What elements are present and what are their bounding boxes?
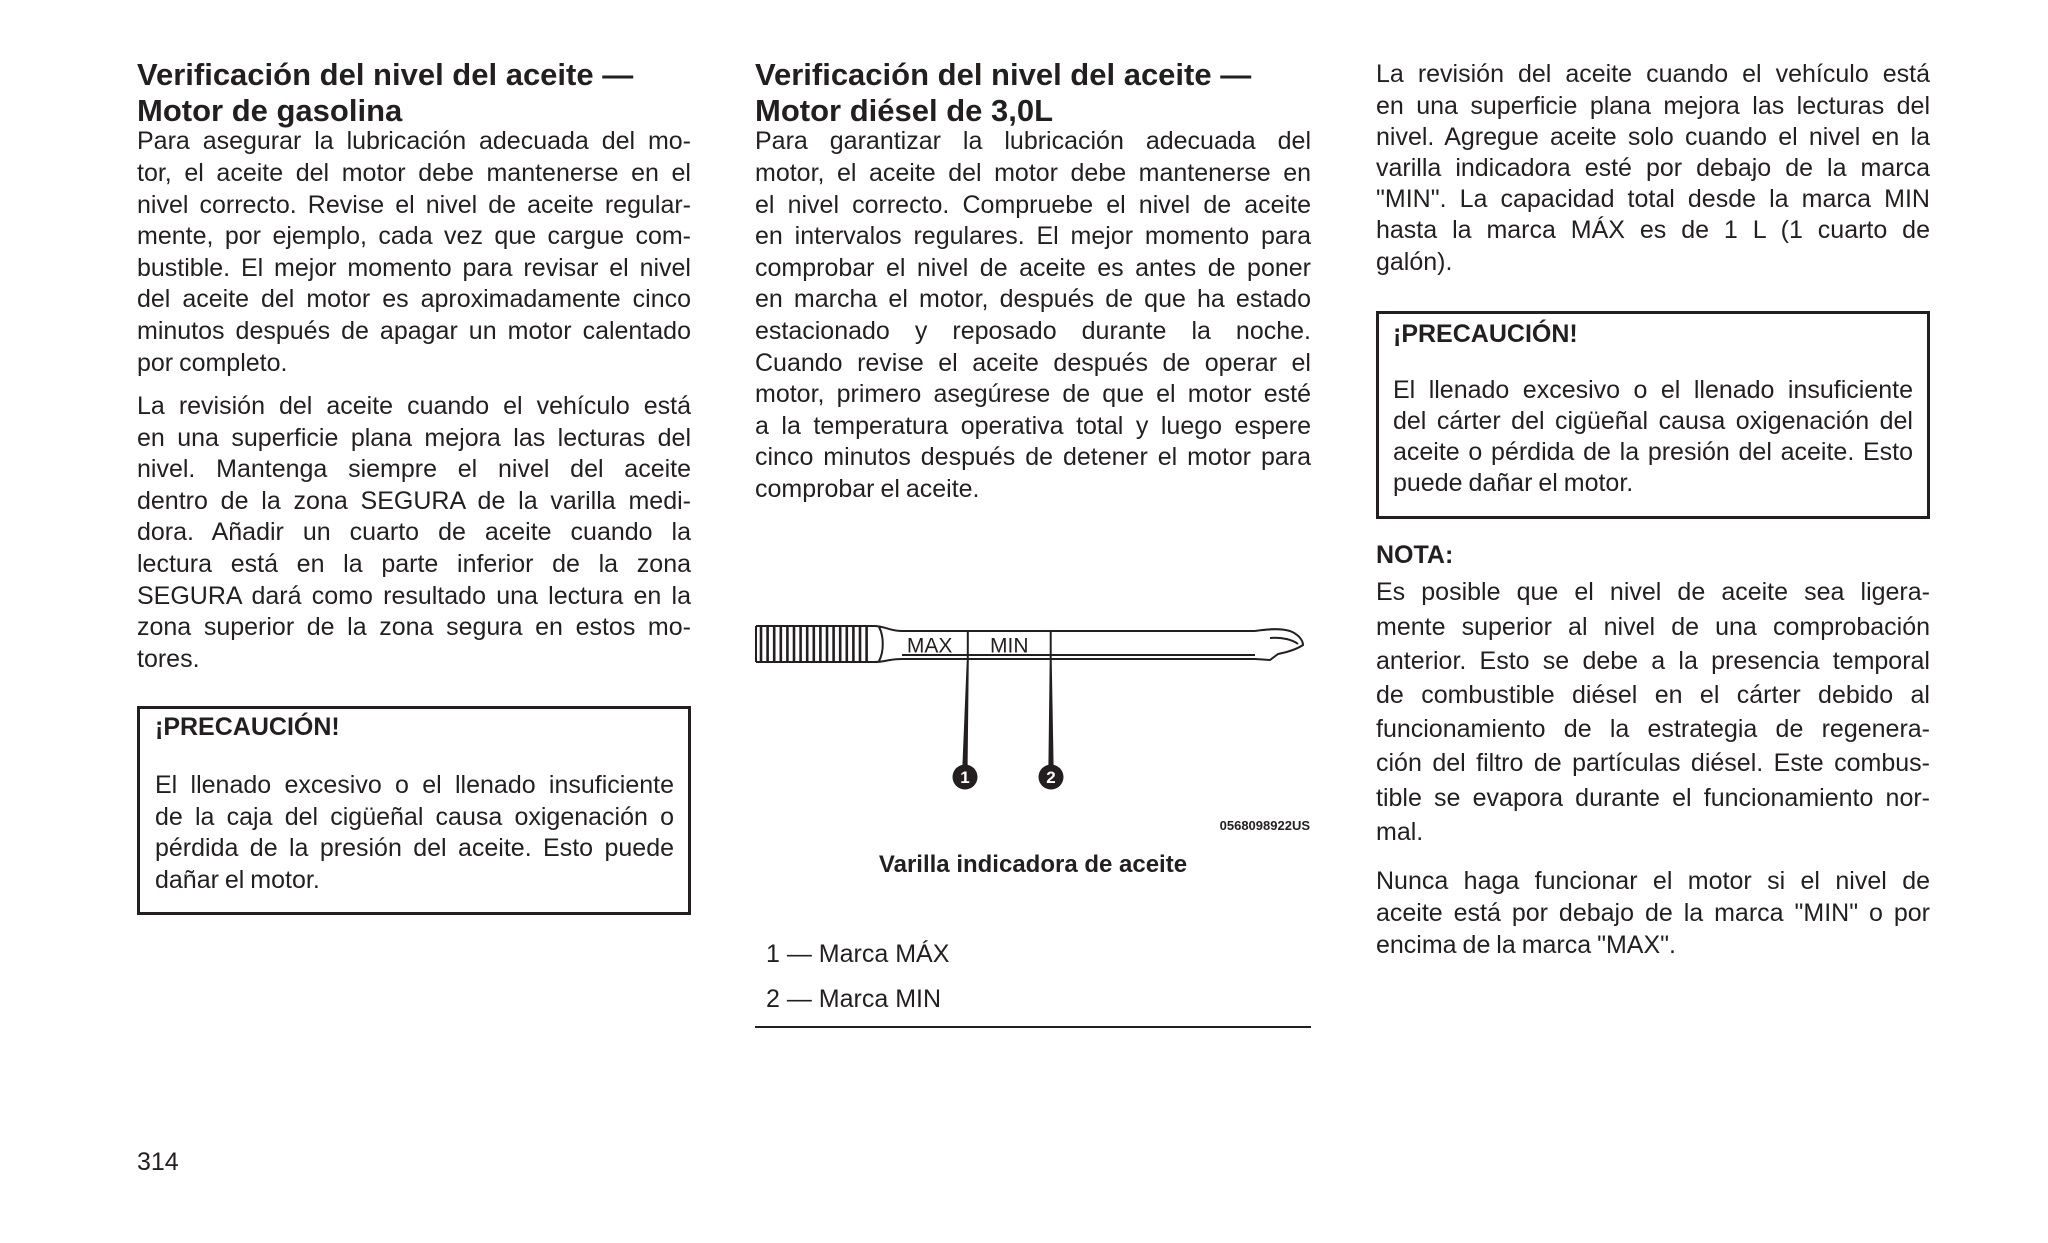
callout-2 xyxy=(1039,659,1064,790)
text-line: tible se evapora durante el funcionamiento nor- xyxy=(1376,783,1930,812)
text-line: "MIN". La capacidad total desde la marca MIN xyxy=(1376,185,1930,214)
text-line: nivel correcto. Revise el nivel de aceite regular- xyxy=(137,190,691,219)
text-line: Es posible que el nivel de aceite sea ligera- xyxy=(1376,578,1930,607)
rod-outline xyxy=(902,631,1255,659)
rod-tip xyxy=(1255,629,1303,660)
heading-line: Motor de gasolina xyxy=(137,92,403,128)
figure-code: 0568098922US xyxy=(1219,818,1310,833)
callout-2-number: 2 xyxy=(1046,768,1056,787)
text-line: SEGURA dará como resultado una lectura en la xyxy=(137,581,691,610)
text-line: pérdida de la presión del aceite. Esto puede xyxy=(155,834,674,863)
text-line: hasta la marca MÁX es de 1 L (1 cuarto de xyxy=(1376,216,1930,245)
text-line: motor, primero asegúrese de que el motor esté xyxy=(755,380,1311,409)
caution-title: ¡PRECAUCIÓN! xyxy=(1393,319,1578,348)
text-line: en una superficie plana mejora las lecturas del xyxy=(1376,91,1930,120)
text-line: zona superior de la zona segura en estos mo- xyxy=(137,613,691,642)
text-line: motor, el aceite del motor debe mantenerse en xyxy=(755,158,1311,187)
text-line: cinco minutos después de detener el motor para xyxy=(755,443,1311,472)
text-line: Cuando revise el aceite después de operar el xyxy=(755,348,1311,377)
caution-box xyxy=(137,706,691,915)
text-line: ción del filtro de partículas diésel. Este combus- xyxy=(1376,749,1930,778)
text-line: aceite o pérdida de la presión del aceite. Esto xyxy=(1393,437,1913,466)
callout-2-leader xyxy=(1048,659,1053,766)
text-line: nivel. Mantenga siempre el nivel del aceite xyxy=(137,455,691,484)
text-line: comprobar el nivel de aceite es antes de poner xyxy=(755,253,1311,282)
text-line: La revisión del aceite cuando el vehículo está xyxy=(137,392,691,421)
heading-line: Verificación del nivel del aceite — xyxy=(755,57,1252,92)
text-line: El llenado excesivo o el llenado insuficiente xyxy=(155,771,674,800)
handle-ferrule xyxy=(874,626,902,662)
section-heading-diesel xyxy=(755,57,1311,128)
text-line: mente superior al nivel de una comprobación xyxy=(1376,612,1930,641)
text-line: funcionamiento de la estrategia de regenera- xyxy=(1376,715,1930,744)
section-heading-gasoline xyxy=(137,57,691,128)
heading-line: Motor diésel de 3,0L xyxy=(755,92,1054,128)
text-line: varilla indicadora esté por debajo de la marca xyxy=(1376,154,1930,182)
text-line: anterior. Esto se debe a la presencia temporal xyxy=(1376,646,1930,675)
text-line: galón). xyxy=(1376,247,1453,276)
text-line: de la caja del cigüeñal causa oxigenación o xyxy=(155,802,674,831)
caution-text xyxy=(1393,375,1913,498)
min-mark-label: MIN xyxy=(990,634,1029,658)
text-line: a la temperatura operativa total y luego espere xyxy=(755,411,1311,440)
text-line: bustible. El mejor momento para revisar el nivel xyxy=(137,253,691,282)
text-line: mal. xyxy=(1376,817,1424,846)
text-line: El llenado excesivo o el llenado insuficiente xyxy=(1393,376,1913,405)
paragraph-lubrication xyxy=(137,126,691,379)
dipstick-rod xyxy=(902,629,1303,660)
paragraph-warning xyxy=(1376,866,1930,961)
dipstick-handle xyxy=(756,626,902,662)
text-line: estacionado y reposado durante la noche. xyxy=(755,316,1311,345)
heading-line: Verificación del nivel del aceite — xyxy=(137,57,634,92)
text-line: nivel. Agregue aceite solo cuando el nivel en la xyxy=(1376,122,1930,151)
text-line: puede dañar el motor. xyxy=(1393,468,1634,497)
text-line: Para asegurar la lubricación adecuada del mo- xyxy=(137,127,691,156)
text-line: por completo. xyxy=(137,348,288,377)
callout-1-leader xyxy=(962,659,968,766)
legend-item-min: 2 — Marca MIN xyxy=(766,984,942,1013)
text-line: dentro de la zona SEGURA de la varilla medi- xyxy=(137,486,691,515)
caution-title: ¡PRECAUCIÓN! xyxy=(155,713,340,742)
text-line: del cárter del cigüeñal causa oxigenación del xyxy=(1393,407,1913,436)
paragraph-level-capacity xyxy=(1376,59,1930,277)
text-line: minutos después de apagar un motor calentado xyxy=(137,316,691,345)
text-line: comprobar el aceite. xyxy=(755,474,980,503)
text-line: en marcha el motor, después de que ha estado xyxy=(755,285,1311,314)
callout-1 xyxy=(953,659,978,790)
paragraph-level-reading xyxy=(137,391,691,675)
text-line: del aceite del motor es aproximadamente cinco xyxy=(137,285,691,314)
note-text xyxy=(1376,575,1930,849)
dipstick-figure xyxy=(754,600,1314,840)
handle-ribs xyxy=(761,626,867,662)
legend-item-max: 1 — Marca MÁX xyxy=(766,939,950,968)
text-line: tores. xyxy=(137,644,200,673)
text-line: encima de la marca "MAX". xyxy=(1376,930,1676,959)
text-line: dañar el motor. xyxy=(155,866,320,895)
figure-caption: Varilla indicadora de aceite xyxy=(878,851,1188,879)
text-line: lectura está en la parte inferior de la zona xyxy=(137,550,691,579)
page-number: 314 xyxy=(137,1147,179,1176)
max-mark-label: MAX xyxy=(906,634,953,658)
text-line: en una superficie plana mejora las lecturas del xyxy=(137,423,691,452)
note-title: NOTA: xyxy=(1376,540,1454,569)
legend-divider xyxy=(755,1026,1311,1028)
text-line: La revisión del aceite cuando el vehículo está xyxy=(1376,60,1930,89)
text-line: Para garantizar la lubricación adecuada del xyxy=(755,127,1311,156)
text-line: aceite está por debajo de la marca "MIN" o por xyxy=(1376,898,1930,927)
text-line: de combustible diésel en el cárter debido al xyxy=(1376,681,1930,709)
paragraph-diesel-check xyxy=(755,126,1311,505)
caution-box xyxy=(1376,311,1930,519)
text-line: en intervalos regulares. El mejor momento para xyxy=(755,222,1311,251)
text-line: dora. Añadir un cuarto de aceite cuando la xyxy=(137,518,691,547)
callout-1-number: 1 xyxy=(960,768,970,787)
text-line: el nivel correcto. Compruebe el nivel de aceite xyxy=(755,190,1311,219)
text-line: tor, el aceite del motor debe mantenerse en el xyxy=(137,158,691,187)
caution-text xyxy=(155,770,674,896)
text-line: Nunca haga funcionar el motor si el nivel de xyxy=(1376,867,1930,896)
text-line: mente, por ejemplo, cada vez que cargue com- xyxy=(137,222,691,251)
